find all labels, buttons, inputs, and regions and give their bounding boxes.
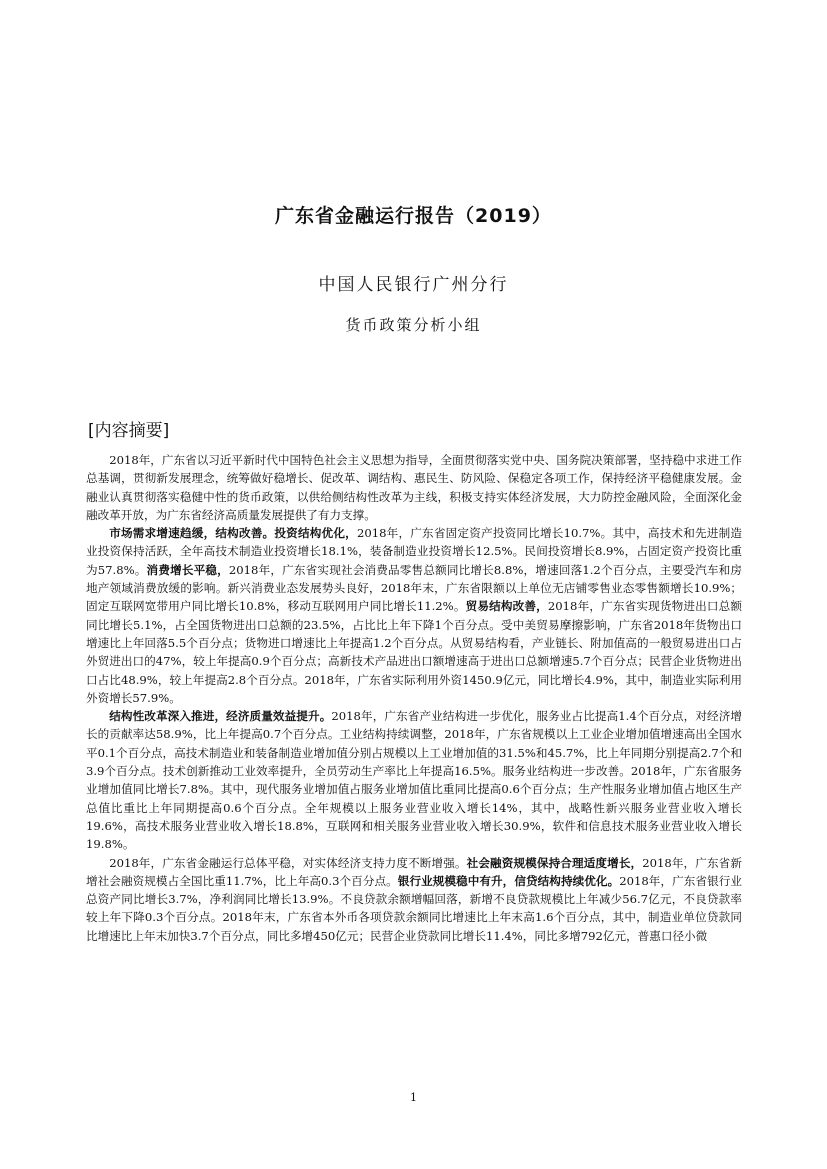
paragraph (86, 451, 742, 524)
bold-run: 社会融资规模保持合理适度增长， (466, 855, 643, 870)
organization-name: 中国人民银行广州分行 (318, 275, 509, 295)
bold-run: 消费增长平稳， (146, 562, 229, 577)
bold-run: 市场需求增速趋缓，结构改善。投资结构优化， (109, 526, 357, 541)
text-run: 2018年，广东省以习近平新时代中国特色社会主义思想为指导，全面贯彻落实党中央、国务院决策部署，坚持稳中求进工作总基调，贯彻新发展理念，统筹做好稳增长、促改革、调结构、惠民生、防风险、保稳定各项工作，保持经济平稳健康发展。金融业认真贯彻落实稳健中性的货币政策，以供给侧结构性改革为主线，积极支持实体经济发展，大力防控金融风险，全面深化金融改革开放，为广东省经济高质量发展提供了有力支撑。 (86, 453, 742, 522)
report-title: 广东省金融运行报告（2019） (275, 205, 552, 227)
text-run: 2018年，广东省固定资产投资同比增长10.7%。其中，高技术和先进制造业投资保持活跃，全年高技术制造业投资增长18.1%，装备制造业投资增长12.5%。民间投资增长8.9%，占固定资产投资比重为57.8%。 (86, 526, 742, 577)
bold-run: 贸易结构改善， (465, 599, 548, 614)
paragraph (86, 524, 742, 707)
group-name: 货币政策分析小组 (345, 316, 482, 334)
text-run: 2018年，广东省实现货物进出口总额同比增长5.1%，占全国货物进出口总额的23.5%，占比比上年下降1个百分点。受中美贸易摩擦影响，广东省2018年货物出口增速比上年回落5.5个百分点；货物进口增速比上年提高1.2个百分点。从贸易结构看，产业链长、附加值高的一般贸易进出口占外贸进出口的47%，较上年提高0.9个百分点；高新技术产品进出口额增速高于进出口总额增速5.7个百分点；民营企业货物进出口占比48.9%，较上年提高2.8个百分点。2018年，广东省实际利用外资1450.9亿元，同比增长4.9%，其中，制造业实际利用外资增长57.9%。 (86, 599, 742, 705)
paragraph (86, 707, 742, 853)
text-run: 2018年，广东省产业结构进一步优化，服务业占比提高1.4个百分点，对经济增长的贡献率达58.9%，比上年提高0.7个百分点。工业结构持续调整，2018年，广东省规模以上工业企业增加值增速高出全国水平0.1个百分点，高技术制造业和装备制造业增加值分别占规模以上工业增加值的31.5%和45.7%，比上年同期分别提高2.7个和3.9个百分点。技术创新推动工业效率提升，全员劳动生产率比上年提高16.5%。服务业结构进一步改善。2018年，广东省服务业增加值同比增长7.8%。其中，现代服务业增加值占服务业增加值比重同比提高0.6个百分点；生产性服务业增加值占地区生产总值比重比上年同期提高0.6个百分点。全年规模以上服务业营业收入增长14%，其中，战略性新兴服务业营业收入增长19.6%，高技术服务业营业收入增长18.8%，互联网和相关服务业营业收入增长30.9%，软件和信息技术服务业营业收入增长19.8%。 (86, 709, 742, 852)
page-number: 1 (410, 1091, 417, 1104)
text-run: 2018年，广东省新增社会融资规模占全国比重11.7%，比上年高0.3个百分点。 (86, 855, 742, 888)
text-run: 2018年，广东省实现社会消费品零售总额同比增长8.8%，增速回落1.2个百分点，主要受汽车和房地产领域消费放缓的影响。新兴消费业态发展势头良好，2018年末，广东省限额以上单位无店铺零售业态零售额增长10.9%；固定互联网宽带用户同比增长10.8%，移动互联网用户同比增长11.2%。 (86, 562, 742, 614)
abstract-body (86, 451, 742, 945)
bold-run: 结构性改革深入推进，经济质量效益提升。 (109, 709, 332, 724)
text-run: 2018年，广东省银行业总资产同比增长3.7%，净利润同比增长13.9%。不良贷款余额增幅回落，新增不良贷款规模比上年减少56.7亿元，不良贷款率较上年下降0.3个百分点。2018年末，广东省本外币各项贷款余额同比增速比上年末高1.6个百分点，其中，制造业单位贷款同比增速比上年末加快3.7个百分点，同比多增450亿元；民营企业贷款同比增长11.4%，同比多增792亿元，普惠口径小微 (86, 873, 742, 943)
abstract-heading: [内容摘要] (88, 421, 170, 441)
text-run: 2018年，广东省金融运行总体平稳，对实体经济支持力度不断增强。 (109, 855, 467, 870)
bold-run: 银行业规模稳中有升，信贷结构持续优化。 (397, 873, 620, 888)
paragraph (86, 854, 742, 945)
